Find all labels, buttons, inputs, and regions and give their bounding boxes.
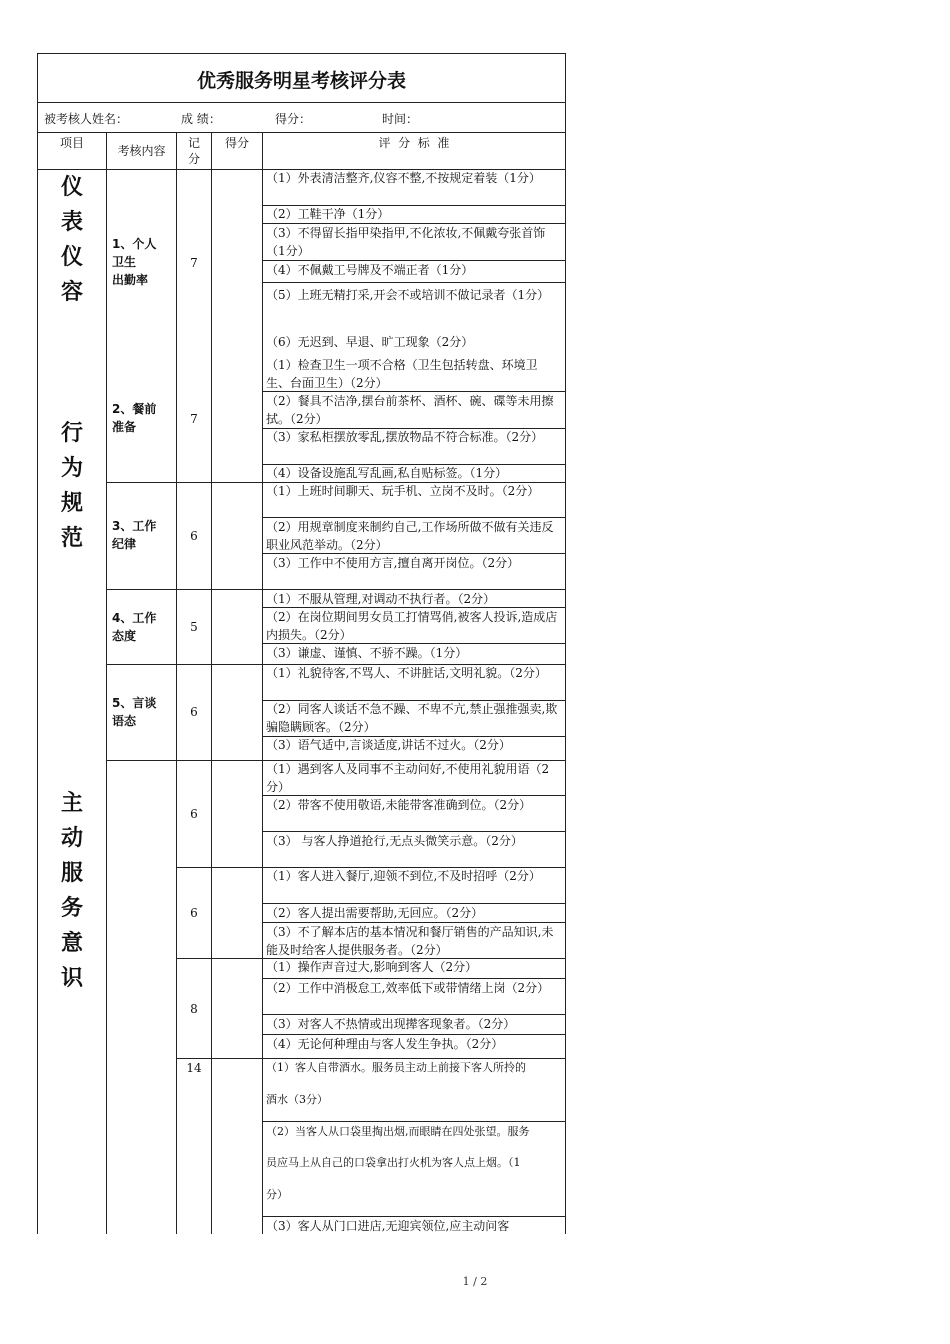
category-char: 识 — [60, 966, 83, 991]
page-title: 优秀服务明星考核评分表 — [196, 70, 406, 92]
category-behavior — [38, 416, 106, 556]
criterion: （1）客人自带酒水。服务员主动上前接下客人所拎的 — [266, 1061, 526, 1074]
criterion: （4）无论何种理由与客人发生争执。（2分） — [266, 1037, 504, 1051]
points-value: 8 — [190, 1002, 198, 1016]
subitem-preparation — [112, 400, 176, 436]
category-char: 仪 — [60, 245, 83, 270]
criterion: （2）餐具不洁净,摆台前茶杯、酒杯、碗、碟等未用擦拭。（2分） — [266, 394, 554, 426]
criterion: 分） — [266, 1188, 288, 1201]
subitem-line: 1、个人 — [112, 237, 157, 251]
subitem-line: 5、言谈 — [112, 696, 157, 710]
points-value: 7 — [190, 256, 198, 270]
category-char: 范 — [60, 526, 83, 551]
criterion: （1）上班时间聊天、玩手机、立岗不及时。（2分） — [266, 484, 540, 498]
category-char: 动 — [60, 826, 83, 851]
subitem-line: 语态 — [112, 714, 137, 728]
result-label: 成 绩： — [181, 112, 221, 126]
section-line — [176, 1058, 565, 1059]
criterion: 酒水（3分） — [266, 1093, 328, 1106]
criterion: （3）谦虚、谨慎、不骄不躁。（1分） — [266, 646, 468, 660]
category-char: 服 — [60, 861, 83, 886]
criterion: （1）礼貌待客,不骂人、不讲脏话,文明礼貌。（2分） — [266, 666, 547, 680]
points-value: 6 — [190, 906, 198, 920]
points-value: 6 — [190, 807, 198, 821]
header-content: 考核内容 — [117, 144, 166, 158]
category-char: 为 — [60, 456, 83, 481]
subitem-line: 2、餐前 — [112, 402, 157, 416]
subitem-attitude — [112, 609, 176, 645]
criterion: （2）工鞋干净（1分） — [266, 207, 390, 221]
criterion: （1）操作声音过大,影响到客人（2分） — [266, 960, 478, 974]
score-sheet — [37, 53, 566, 1234]
row-line — [262, 1121, 565, 1122]
criterion: 员应马上从自己的口袋拿出打火机为客人点上烟。（1 — [266, 1156, 521, 1169]
category-service — [38, 786, 106, 996]
criterion: （2）带客不使用敬语,未能带客准确到位。（2分） — [266, 798, 532, 812]
category-char: 容 — [60, 280, 83, 305]
row-line — [262, 282, 565, 283]
header-standard: 评 分 标 准 — [378, 136, 450, 150]
category-appearance — [38, 170, 106, 310]
criterion: （1）外表清洁整齐,仪容不整,不按规定着装（1分） — [266, 171, 541, 185]
criterion: （4）设备设施乱写乱画,私自贴标签。（1分） — [266, 466, 508, 480]
criterion: （5）上班无精打采,开会不或培训不做记录者（1分） — [266, 288, 550, 302]
col-line — [211, 132, 212, 1234]
criterion: （2）用规章制度来制约自己,工作场所做不做有关违反职业风范举动。（2分） — [266, 520, 554, 552]
criterion: （1）不服从管理,对调动不执行者。（2分） — [266, 592, 496, 606]
col-line — [262, 132, 263, 1234]
category-char: 规 — [60, 491, 83, 516]
criterion: （3）语气适中,言谈适度,讲话不过火。（2分） — [266, 738, 511, 752]
points-value: 14 — [186, 1061, 202, 1075]
criterion: （3）客人从门口进店,无迎宾领位,应主动问客 — [266, 1219, 510, 1233]
points-value: 5 — [190, 620, 198, 634]
criterion: （3） 与客人挣道抢行,无点头微笑示意。（2分） — [266, 834, 523, 848]
criterion: （2）同客人谈话不急不躁、不卑不亢,禁止强推强卖,欺骗隐瞒顾客。（2分） — [266, 702, 558, 734]
subitem-line: 准备 — [112, 420, 137, 434]
time-label: 时间： — [382, 112, 419, 126]
name-label: 被考核人姓名： — [44, 112, 129, 126]
points-value: 6 — [190, 529, 198, 543]
category-char: 务 — [60, 896, 83, 921]
header-points-2: 分 — [187, 152, 200, 166]
subitem-hygiene — [112, 235, 176, 289]
header-points-1: 记 — [187, 136, 200, 150]
criterion: （3）家私柜摆放零乱,摆放物品不符合标准。（2分） — [266, 430, 544, 444]
subitem-discipline — [112, 517, 176, 553]
divider — [38, 132, 565, 133]
criterion: （2）在岗位期间男女员工打情骂俏,被客人投诉,造成店内损失。（2分） — [266, 610, 558, 642]
criterion: （1）检查卫生一项不合格（卫生包括转盘、环境卫生、台面卫生）（2分） — [266, 358, 538, 390]
points-value: 7 — [190, 412, 198, 426]
col-line — [106, 132, 107, 1234]
subitem-line: 态度 — [112, 629, 137, 643]
header-item: 项目 — [59, 136, 84, 150]
category-char: 行 — [60, 421, 83, 446]
subitem-line: 纪律 — [112, 537, 137, 551]
criterion: （3）不了解本店的基本情况和餐厅销售的产品知识,未能及时给客人提供服务者。（2分） — [266, 925, 554, 957]
points-value: 6 — [190, 705, 198, 719]
header-score: 得分 — [224, 136, 249, 150]
subitem-line: 4、工作 — [112, 611, 157, 625]
subitem-line: 3、工作 — [112, 519, 157, 533]
subitem-speech — [112, 694, 176, 730]
subitem-line: 出勤率 — [112, 273, 149, 287]
criterion: （3）对客人不热情或出现撵客现象者。（2分） — [266, 1017, 516, 1031]
criterion: （2）客人提出需要帮助,无回应。（2分） — [266, 906, 484, 920]
criterion: （6）无迟到、早退、旷工现象（2分） — [266, 335, 474, 349]
category-char: 主 — [60, 791, 83, 816]
criterion: （2）工作中消极怠工,效率低下或带情绪上岗（2分） — [266, 981, 550, 995]
criterion: （3）不得留长指甲染指甲,不化浓妆,不佩戴夸张首饰（1分） — [266, 226, 546, 258]
score-label: 得分： — [275, 112, 312, 126]
category-char: 仪 — [60, 175, 83, 200]
page-number: 1 / 2 — [462, 1275, 488, 1288]
category-char: 意 — [60, 931, 83, 956]
criterion: （4）不佩戴工号牌及不端正者（1分） — [266, 263, 474, 277]
criterion: （1）遇到客人及同事不主动问好,不使用礼貌用语（2分） — [266, 762, 550, 794]
category-char: 表 — [60, 210, 83, 235]
criterion: （3）工作中不使用方言,擅自离开岗位。（2分） — [266, 556, 520, 570]
divider — [38, 102, 565, 103]
criterion: （2）当客人从口袋里掏出烟,而眼睛在四处张望。服务 — [266, 1125, 530, 1138]
criterion: （1）客人进入餐厅,迎领不到位,不及时招呼（2分） — [266, 869, 541, 883]
subitem-line: 卫生 — [112, 255, 137, 269]
